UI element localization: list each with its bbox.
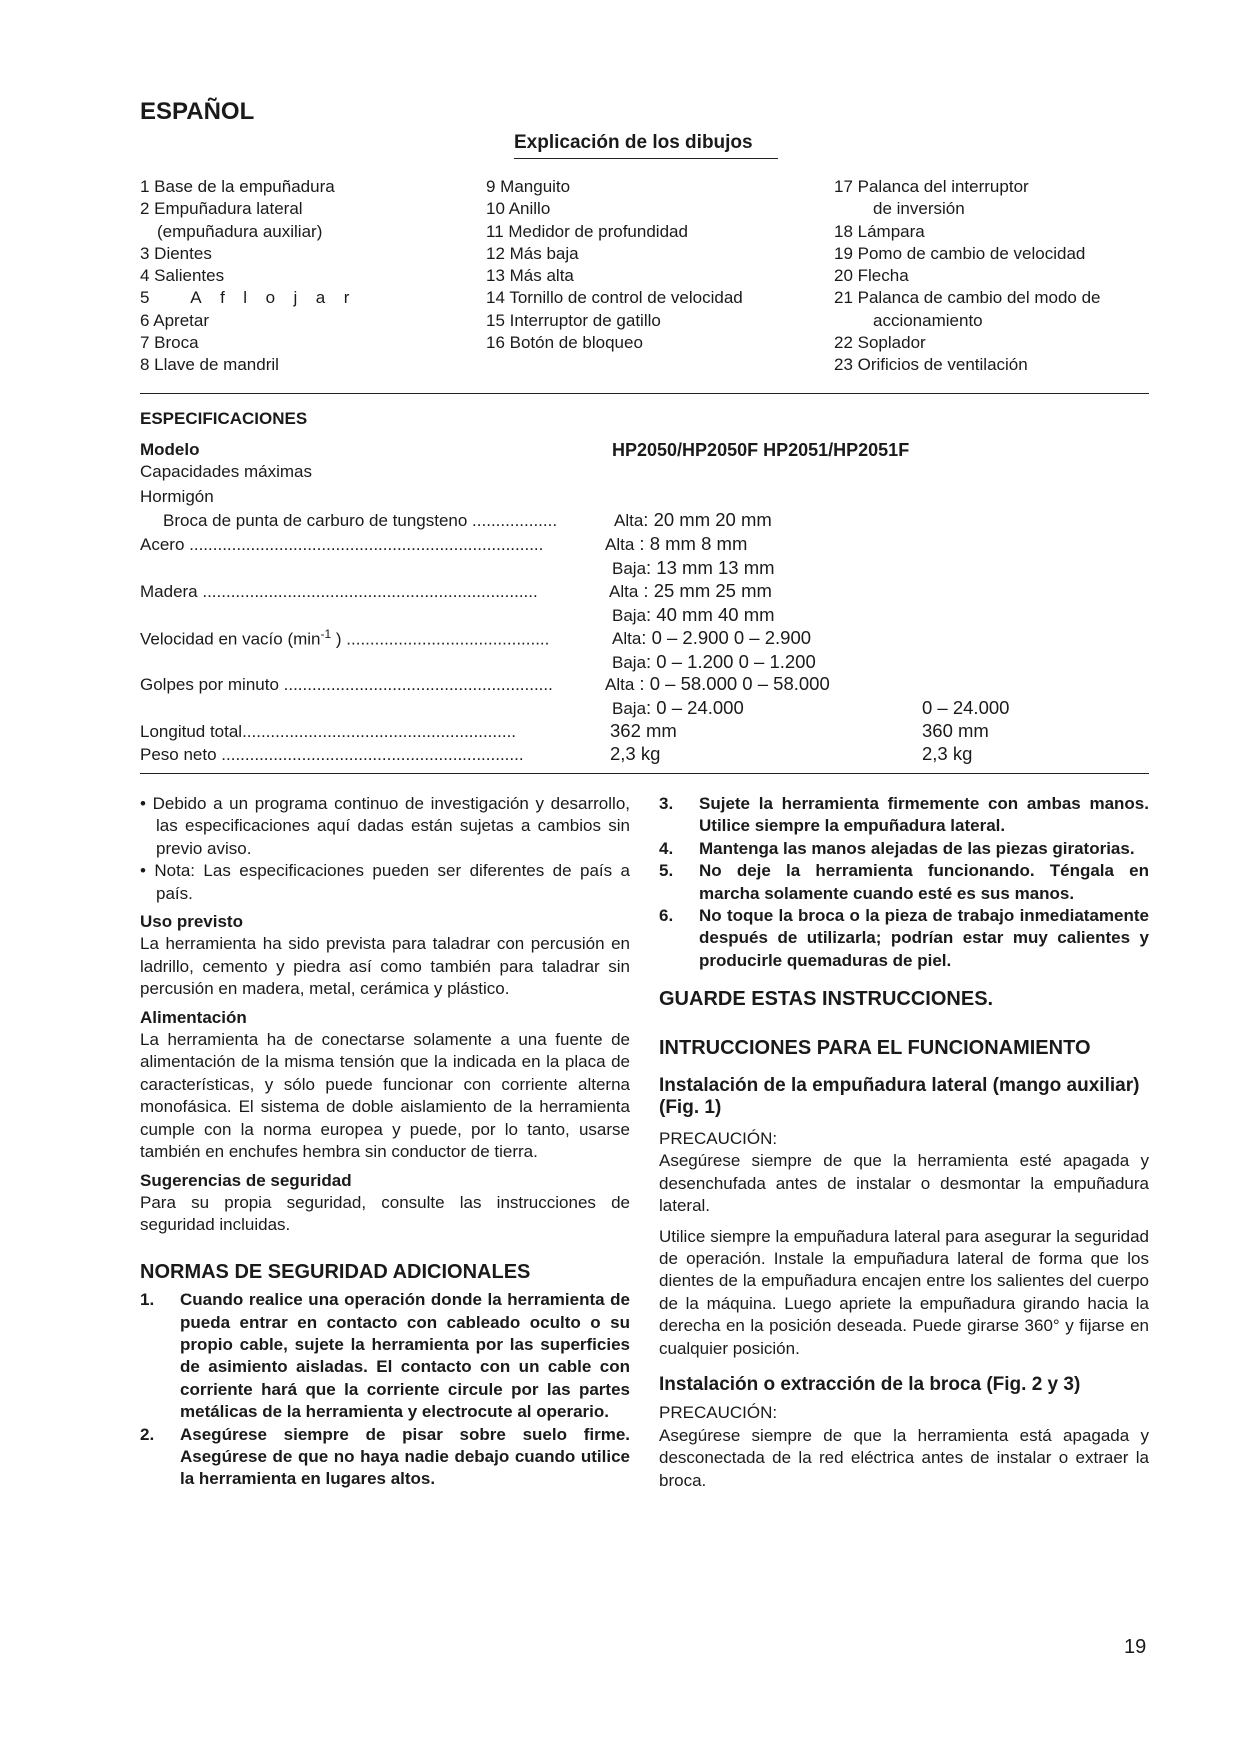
spec-model-label: Modelo [140, 440, 200, 459]
rule-text: Cuando realice una operación donde la herramienta de pueda entrar en contacto con cableado oculto o su propio cable, sujete la herramienta por las superficies de asimiento aisladas. El contacto con un cable con corriente hará que la corriente circule por las partes metálicas de la herramienta y electrocute al operario. [180, 1290, 630, 1422]
rule-text: No toque la broca o la pieza de trabajo inmediatamente después de utilizarla; podrían estar muy calientes y producirle quemaduras de piel. [699, 906, 1149, 970]
legend-item: 18 Lámpara [834, 221, 925, 241]
divider [140, 393, 1149, 394]
spec-speed-value [612, 627, 811, 649]
spec-wood-label: Madera ....................................................................... [140, 582, 538, 601]
note-bullet: • Debido a un programa continuo de investigación y desarrollo, las especificaciones aquí dadas están sujetas a cambios sin previo aviso. [140, 794, 630, 858]
legend-item: 13 Más alta [486, 266, 574, 286]
legend-column-3 [834, 176, 1144, 377]
spec-blows-low [612, 697, 744, 719]
spec-speed-tag: Alta [605, 675, 635, 694]
safety-rule [140, 1424, 630, 1491]
spec-blows-value [605, 673, 830, 695]
rule-number: 4. [659, 838, 674, 858]
spec-weight-value-1: 2,3 kg [610, 743, 661, 764]
section-title: INTRUCCIONES PARA EL FUNCIONAMIENTO [659, 1036, 1091, 1059]
rule-number: 6. [659, 906, 674, 926]
legend-item: 12 Más baja [486, 243, 579, 263]
spec-speed-tag: Alta [609, 582, 639, 601]
spec-concrete-label: Hormigón [140, 487, 214, 506]
spec-wood-value [609, 580, 772, 602]
spec-speed-sup: -1 [320, 627, 332, 641]
paragraph: Utilice siempre la empuñadura lateral para asegurar la seguridad de operación. Instale la empuñadura lateral de forma que los dientes de la empuñadura encajen entre los salientes del cuerpo de la máquina. Luego apriete la empuñadura girando hacia la derecha en la posición deseada. Puede girarse 360° y fijarse en cualquier posición. [659, 1226, 1149, 1358]
rule-text: Sujete la herramienta firmemente con ambas manos. Utilice siempre la empuñadura lateral. [699, 794, 1149, 836]
safety-rule [659, 793, 1149, 838]
section-heading: Instalación de la empuñadura lateral (mango auxiliar) (Fig. 1) [659, 1075, 1140, 1119]
spec-blows-label: Golpes por minuto ......................................................... [140, 675, 553, 694]
section-heading: Uso previsto [140, 912, 243, 932]
paragraph: La herramienta ha sido prevista para taladrar con percusión en ladrillo, cemento y piedra así como también para taladrar sin percusión en madera, metal, cerámica y plástico. [140, 934, 630, 999]
right-column [659, 793, 1149, 1492]
legend-item: 5 Aflojar [140, 288, 368, 308]
safety-rule [659, 838, 1149, 860]
rule-text: Asegúrese siempre de pisar sobre suelo firme. Asegúrese de que no haya nadie debajo cuando utilice la herramienta en lugares altos. [180, 1424, 630, 1489]
legend-item: 11 Medidor de profundidad [486, 221, 688, 241]
spec-speed-text: Velocidad en vacío (min [140, 629, 321, 649]
spec-models: HP2050/HP2050F HP2051/HP2051F [612, 440, 910, 460]
spec-speed-low [612, 651, 816, 673]
spec-speed-label [140, 627, 610, 650]
rule-number: 2. [140, 1424, 155, 1444]
section-title: NORMAS DE SEGURIDAD ADICIONALES [140, 1260, 531, 1283]
legend-item: 3 Dientes [140, 243, 212, 263]
language-heading: ESPAÑOL [140, 98, 255, 125]
paragraph: Asegúrese siempre de que la herramienta está apagada y desconectada de la red eléctrica antes de instalar o extraer la broca. [659, 1425, 1149, 1490]
legend-title: Explicación de los dibujos [514, 132, 778, 159]
rule-text: No deje la herramienta funcionando. Téngala en marcha solamente cuando esté es sus manos. [699, 861, 1149, 903]
left-column [140, 793, 630, 1491]
safety-rule [140, 1289, 630, 1423]
note-bullet: • Nota: Las especificaciones pueden ser diferentes de país a país. [140, 861, 630, 903]
spec-bit-label: Broca de punta de carburo de tungsteno .................. [163, 511, 558, 530]
legend-item: 14 Tornillo de control de velocidad [486, 288, 743, 308]
spec-value: : 0 – 24.000 [646, 697, 744, 718]
spec-weight-value-2: 2,3 kg [922, 743, 973, 764]
spec-capacities-label: Capacidades máximas [140, 462, 312, 481]
divider [140, 773, 1149, 774]
safety-rule [659, 905, 1149, 972]
legend-item: 19 Pomo de cambio de velocidad [834, 243, 1086, 263]
spec-value: : 13 mm 13 mm [646, 557, 775, 578]
spec-blows-low-2: 0 – 24.000 [922, 697, 1010, 718]
spec-length-value-2: 360 mm [922, 720, 989, 741]
spec-speed-tag: Baja [612, 653, 647, 672]
legend-item: 23 Orificios de ventilación [834, 355, 1028, 375]
spec-value: : 25 mm 25 mm [638, 580, 772, 601]
paragraph: Asegúrese siempre de que la herramienta esté apagada y desenchufada antes de instalar o desmontar la empuñadura lateral. [659, 1151, 1149, 1216]
spec-speed-tag: Alta [612, 629, 642, 648]
legend-item: 4 Salientes [140, 266, 225, 286]
spec-speed-tag: Alta [614, 511, 644, 530]
legend-item: 17 Palanca del interruptor [834, 177, 1029, 196]
caution-label: PRECAUCIÓN: [659, 1403, 778, 1423]
spec-wood-low [612, 604, 775, 626]
legend-item: 1 Base de la empuñadura [140, 177, 335, 196]
rule-number: 1. [140, 1290, 155, 1310]
spec-speed-dots: ) ........................................... [331, 629, 550, 649]
spec-length-label: Longitud total.......................................................... [140, 722, 517, 741]
spec-speed-tag: Baja [612, 699, 647, 718]
spec-steel-low [612, 557, 775, 579]
safety-rule [659, 860, 1149, 905]
legend-item: 8 Llave de mandril [140, 355, 279, 375]
legend-item: 22 Soplador [834, 333, 926, 353]
spec-weight-label: Peso neto ................................................................ [140, 745, 524, 764]
spec-value: : 20 mm 20 mm [643, 509, 772, 530]
specs-title: ESPECIFICACIONES [140, 409, 308, 428]
legend-item: 21 Palanca de cambio del modo de [834, 288, 1101, 308]
save-instructions-heading: GUARDE ESTAS INSTRUCCIONES. [659, 988, 994, 1011]
section-heading: Alimentación [140, 1007, 247, 1027]
rule-number: 5. [659, 861, 674, 881]
spec-speed-tag: Baja [612, 606, 647, 625]
rule-number: 3. [659, 794, 674, 813]
legend-item: accionamiento [873, 310, 983, 330]
legend-column-2 [486, 176, 806, 354]
legend-item: 10 Anillo [486, 199, 551, 219]
legend-item: 7 Broca [140, 333, 199, 353]
legend-item: 6 Apretar [140, 310, 209, 330]
spec-value: : 8 mm 8 mm [634, 533, 748, 554]
legend-item: 2 Empuñadura lateral [140, 199, 303, 219]
spec-speed-tag: Baja [612, 559, 647, 578]
legend-item: (empuñadura auxiliar) [157, 221, 323, 241]
legend-item: 9 Manguito [486, 177, 571, 196]
page-number: 19 [1124, 1636, 1147, 1658]
legend-column-1 [140, 176, 440, 377]
paragraph: La herramienta ha de conectarse solamente a una fuente de alimentación de la misma tensión que la indicada en la placa de características, y sólo puede funcionar con corriente alterna monofásica. El sistema de doble aislamiento de la herramienta cumple con la norma europea y puede, por lo tanto, usarse también en enchufes hembra sin conductor de tierra. [140, 1030, 630, 1162]
spec-value: : 0 – 1.200 0 – 1.200 [646, 651, 816, 672]
spec-length-value-1: 362 mm [610, 720, 677, 741]
spec-bit-value [614, 509, 772, 531]
legend-item: 20 Flecha [834, 266, 909, 286]
legend-item: 16 Botón de bloqueo [486, 333, 643, 353]
spec-value: : 0 – 2.900 0 – 2.900 [641, 627, 812, 648]
legend-item: de inversión [873, 199, 965, 219]
rule-text: Mantenga las manos alejadas de las piezas giratorias. [699, 838, 1135, 858]
section-heading: Instalación o extracción de la broca (Fig. 2 y 3) [659, 1373, 1081, 1395]
legend-item: 15 Interruptor de gatillo [486, 310, 661, 330]
spec-steel-label: Acero ........................................................................... [140, 535, 544, 554]
section-heading: Sugerencias de seguridad [140, 1170, 352, 1190]
spec-value: : 0 – 58.000 0 – 58.000 [634, 673, 830, 694]
spec-speed-tag: Alta [605, 535, 635, 554]
spec-steel-value [605, 533, 747, 555]
paragraph: Para su propia seguridad, consulte las instrucciones de seguridad incluidas. [140, 1192, 630, 1235]
spec-value: : 40 mm 40 mm [646, 604, 775, 625]
caution-label: PRECAUCIÓN: [659, 1128, 778, 1148]
